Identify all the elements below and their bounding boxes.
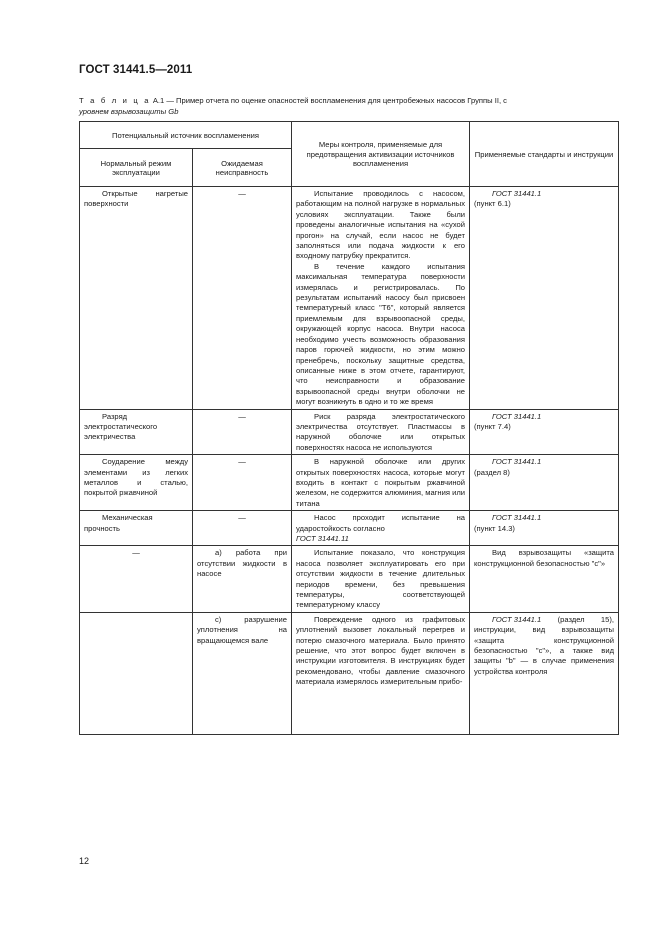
standard-ref: ГОСТ 31441.1 (492, 457, 542, 467)
document-id: ГОСТ 31441.5—2011 (79, 64, 193, 76)
cell-standards (470, 409, 619, 455)
standard-extra: (пункт 7.4) (474, 421, 511, 431)
cell-fault: — (193, 511, 292, 546)
standard-ref: ГОСТ 31441.1 (492, 411, 542, 421)
table-row (80, 612, 619, 734)
cell-fault: a) работа при отсутствии жидкости в насосе (193, 546, 292, 612)
caption-text: А.1 — Пример отчета по оценке опасностей воспламенения для центробежных насосов Группы II, с (150, 96, 507, 105)
cell-normal: Соударение между элементами из легких металлов и сталью, покрытой ржавчиной (80, 455, 193, 511)
cell-fault: — (193, 187, 292, 410)
hazard-assessment-table (79, 121, 619, 735)
cell-standards (470, 187, 619, 410)
standard-ref: ГОСТ 31441.1 (492, 189, 542, 198)
cell-fault: — (193, 409, 292, 455)
header-expected-fault: Ожидаемая неисправность (193, 149, 292, 187)
measures-paragraph: Насос проходит испытание на ударостойкость согласно (296, 513, 466, 533)
measures-paragraph: Испытание показало, что конструкция насоса позволяет эксплуатировать его при отсутствии жидкости в течение длительных периодов времени, без превышения температуры, соответствующей температурному классу (296, 548, 466, 610)
measures-paragraph: Испытание проводилось с насосом, работающим на полной нагрузке в нормальных условиях эксплуатации. Также были проведены аналогичные испытания на «сухой прогон» на случай, если насос не будет заполняться или подача жидкости к его входному патрубку прекратится. (296, 189, 466, 261)
cell-fault: — (193, 455, 292, 511)
cell-normal: Механическая прочность (80, 511, 193, 546)
table-caption (79, 95, 619, 117)
caption-subtitle: уровнем взрывозащиты Gb (79, 107, 179, 116)
cell-standards (470, 612, 619, 734)
header-normal-mode: Нормальный режим эксплуатации (80, 149, 193, 187)
caption-label: Т а б л и ц а (79, 96, 151, 105)
cell-measures (292, 187, 470, 410)
standard-ref: ГОСТ 31441.1 (492, 614, 542, 624)
cell-standards: Вид взрывозащиты «защита конструкционной безопасностью "c"» (470, 546, 619, 612)
cell-standards (470, 511, 619, 546)
standard-extra: (раздел 15), инструкции, вид взрывозащиты «защита конструкционной безопасностью "c"», а также вид защиты "b" — в случае применения устройства контроля (474, 614, 615, 676)
standard-extra: (пункт 14.3) (474, 523, 515, 533)
standard-extra: (раздел 8) (474, 467, 510, 477)
header-standards: Применяемые стандарты и инструкции (470, 122, 619, 187)
header-control-measures: Меры контроля, применяемые для предотвращения активизации источников воспламенения (292, 122, 470, 187)
cell-normal: — (80, 546, 193, 612)
table-row (80, 511, 619, 546)
cell-fault: c) разрушение уплотнения на вращающемся вале (193, 612, 292, 734)
measures-paragraph: Повреждение одного из графитовых уплотнений вызовет локальный перегрев и потерю смазочного материала. Было принято решение, что этот вопрос будет включен в инструкции изготовителя. В инструкциях будет рекомендовано, чтобы давление смазочного материала измерялось измерительным прибо- (296, 614, 466, 687)
cell-normal: Разряд электростатического электричества (80, 409, 193, 455)
standard-ref: ГОСТ 31441.1 (492, 513, 542, 523)
cell-measures (292, 511, 470, 546)
page-number: 12 (79, 856, 90, 866)
table-row (80, 409, 619, 455)
table-row (80, 455, 619, 511)
cell-normal: Открытые нагретые поверхности (80, 187, 193, 410)
cell-normal (80, 612, 193, 734)
measures-paragraph: В наружной оболочке или других открытых поверхностях насоса, которые могут входить в контакт с покрытым ржавчиной железом, не содержится алюминия, магния или титана (296, 457, 466, 508)
table-row (80, 546, 619, 612)
cell-measures (292, 546, 470, 612)
measures-reference: ГОСТ 31441.11 (296, 534, 349, 543)
cell-measures (292, 455, 470, 511)
measures-paragraph: В течение каждого испытания максимальная температура поверхности измерялась и регистрировалась. По результатам испытаний насосу был присвоен температурный класс "Т6", который является приемлемым для взрывоопасной среды, окружающей корпус насоса. Внутри насоса необходимо учесть возможность образования паров горючей жидкости, но этим можно пренебречь, поскольку защитные средства, описанные ниже в этом отчете, гарантируют, что неисправности и образование взрывоопасной среды внутри оболочки не могут возникнуть в одно и то же время (296, 261, 466, 407)
standard-extra: (пункт 6.1) (474, 199, 511, 209)
cell-measures (292, 409, 470, 455)
measures-paragraph: Риск разряда электростатического электричества отсутствует. Пластмассы в наружной оболочке или открытых поверхностях насоса не используются (296, 411, 466, 452)
header-ignition-source: Потенциальный источник воспламенения (80, 122, 292, 149)
cell-measures (292, 612, 470, 734)
table-row (80, 187, 619, 410)
cell-standards (470, 455, 619, 511)
